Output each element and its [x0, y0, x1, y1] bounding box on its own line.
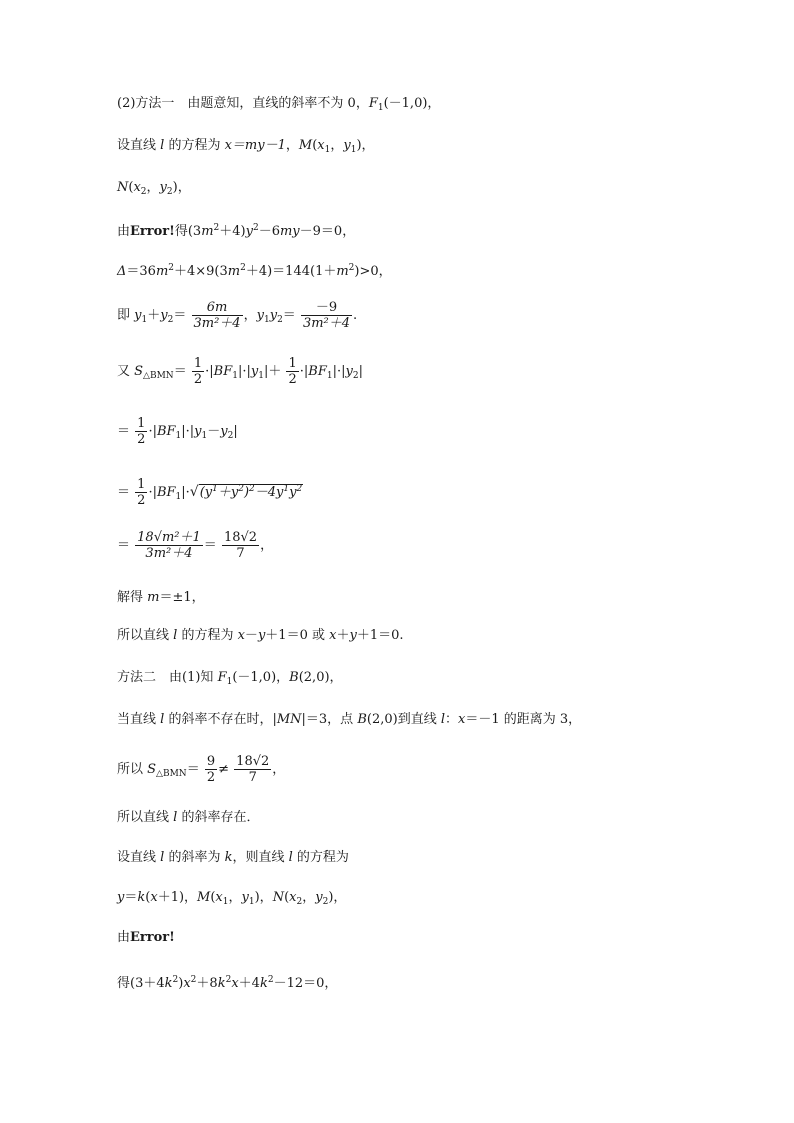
var: l — [160, 850, 165, 865]
sup: 2 — [213, 223, 220, 233]
var: my — [279, 224, 300, 239]
radicand-part: 1 — [283, 484, 290, 494]
text: ， — [272, 762, 286, 777]
error-text: Error! — [130, 930, 175, 945]
text: 所以直线 — [117, 628, 174, 643]
sup: 2 — [252, 223, 259, 233]
var: MN — [276, 712, 302, 727]
fraction — [222, 530, 259, 561]
sub: 1 — [175, 431, 182, 441]
radicand-part: ＋y — [217, 485, 239, 500]
var: x — [458, 712, 466, 727]
text: －9＝0， — [299, 224, 356, 239]
text: ＋ — [147, 308, 161, 323]
text-line-14 — [117, 712, 581, 728]
text-line-2 — [117, 138, 375, 158]
text: －6 — [258, 224, 280, 239]
sub: 1 — [248, 897, 255, 907]
text: － — [244, 628, 258, 643]
text: 的斜率为 — [164, 850, 225, 865]
text: ， — [243, 308, 257, 323]
var: y — [345, 364, 353, 379]
var: y — [220, 424, 228, 439]
var: M — [197, 890, 211, 905]
sub: 1 — [377, 103, 384, 113]
sub: 2 — [296, 897, 303, 907]
radicand-part: 2 — [296, 484, 303, 494]
numerator: 18√2 — [236, 754, 270, 769]
text-line-17 — [117, 850, 349, 866]
denominator: 3m²＋4 — [193, 316, 241, 331]
text: (2)方法一 由题意知，直线的斜率不为 0， — [117, 96, 369, 111]
fraction — [135, 416, 147, 447]
text: ·| — [148, 485, 157, 500]
text: 又 — [117, 364, 135, 379]
denominator: 3m²＋4 — [302, 316, 351, 331]
text-line-12 — [117, 628, 404, 644]
text: ＝ — [186, 762, 200, 777]
denominator: 2 — [137, 432, 146, 447]
var: m — [227, 264, 241, 279]
var: x — [317, 138, 325, 153]
var: x — [329, 628, 337, 643]
text-line-3 — [117, 180, 191, 200]
radicand-part: －4y — [254, 485, 284, 500]
sup: 2 — [190, 975, 197, 985]
text: ＋4×9(3 — [174, 264, 228, 279]
fraction — [301, 300, 352, 331]
text-line-20 — [117, 972, 337, 992]
var: y — [343, 138, 351, 153]
text: ， — [285, 138, 299, 153]
var: l — [160, 138, 165, 153]
numerator: 1 — [137, 477, 146, 492]
text: (－1,0)， — [383, 96, 441, 111]
text: |· — [181, 485, 190, 500]
text: )>0， — [354, 264, 392, 279]
var: Δ — [117, 264, 127, 279]
text-line-1 — [117, 96, 440, 116]
var: x — [183, 976, 191, 991]
denominator: 7 — [236, 546, 245, 561]
denominator: 2 — [193, 372, 203, 387]
numerator: －9 — [301, 300, 352, 316]
text: | — [233, 424, 238, 439]
var: S — [134, 364, 144, 379]
text-line-13 — [117, 670, 343, 690]
text: 的斜率不存在时，| — [164, 712, 277, 727]
var: k — [259, 976, 268, 991]
text: ： — [445, 712, 459, 727]
var: m — [155, 264, 169, 279]
var: x — [215, 890, 223, 905]
var: M — [298, 138, 313, 153]
sup: 2 — [168, 263, 174, 273]
text: ＋ — [336, 628, 350, 643]
text: |·| — [237, 364, 251, 379]
sub: △BMN — [143, 371, 174, 381]
fraction — [192, 356, 204, 387]
text: ＝ — [124, 890, 138, 905]
var: l — [440, 712, 445, 727]
text: )， — [172, 180, 191, 195]
numerator: 18√m²＋1 — [137, 530, 201, 545]
text: ＋8 — [196, 976, 218, 991]
denominator: 3m²＋4 — [145, 546, 193, 561]
text: | — [358, 364, 363, 379]
text: ，则直线 — [232, 850, 289, 865]
var: y — [134, 308, 142, 323]
sup: 2 — [225, 975, 232, 985]
text: 的方程为 — [164, 138, 225, 153]
text: 设直线 — [117, 138, 161, 153]
var: k — [164, 976, 173, 991]
text: . — [353, 308, 358, 323]
sub: 2 — [140, 187, 147, 197]
sub: 2 — [322, 897, 329, 907]
var: l — [288, 850, 293, 865]
var: x — [231, 976, 239, 991]
sub: 1 — [232, 371, 238, 381]
sub: 1 — [222, 897, 229, 907]
fraction — [135, 477, 147, 508]
radicand-part: y — [289, 485, 297, 500]
radicand-part: 2 — [238, 484, 244, 494]
text: 由 — [117, 930, 131, 945]
sup: 2 — [172, 975, 179, 985]
var: y — [117, 890, 125, 905]
text: ＋1)， — [157, 890, 198, 905]
var: x — [289, 890, 297, 905]
text: 得(3＋4 — [117, 976, 165, 991]
text: |＋ — [263, 364, 282, 379]
text: ＝ — [117, 538, 131, 553]
sub: 1 — [226, 677, 233, 687]
text: 解得 — [117, 590, 148, 605]
text: (2,0)， — [298, 670, 343, 685]
sub: 2 — [352, 371, 359, 381]
var: BF — [156, 424, 176, 439]
text: ＋4 — [238, 976, 260, 991]
var: k — [137, 890, 146, 905]
text: ＝ — [203, 538, 217, 553]
text-line-8 — [117, 416, 238, 451]
sup: 2 — [240, 263, 246, 273]
text: |·| — [181, 424, 195, 439]
var: BF — [308, 364, 327, 379]
sub: 2 — [277, 315, 283, 325]
var: y — [241, 890, 249, 905]
text: 当直线 — [117, 712, 161, 727]
var: N — [117, 180, 129, 195]
fraction — [205, 754, 217, 785]
var: y — [160, 308, 168, 323]
var: BF — [156, 485, 176, 500]
text: 所以直线 — [117, 810, 174, 825]
radicand-part: 2 — [249, 484, 255, 494]
text: ( — [145, 890, 151, 905]
var: m — [336, 264, 349, 279]
var: l — [160, 712, 165, 727]
fraction — [234, 754, 271, 785]
denominator: 2 — [206, 770, 216, 785]
text: ( — [128, 180, 134, 195]
text: 所以 — [117, 762, 148, 777]
var: k — [224, 850, 233, 865]
text: ＋1＝0 或 — [265, 628, 330, 643]
var: l — [173, 628, 178, 643]
text: (2,0)到直线 — [366, 712, 441, 727]
text: ＝ — [173, 308, 187, 323]
text-line-11 — [117, 590, 205, 606]
text: |·| — [332, 364, 346, 379]
text: ， — [330, 138, 344, 153]
fraction — [286, 356, 298, 387]
text: ·| — [205, 364, 214, 379]
sub: 2 — [167, 315, 174, 325]
text: － — [207, 424, 221, 439]
text: ) — [178, 976, 184, 991]
text: )， — [356, 138, 375, 153]
var: k — [217, 976, 226, 991]
sub: 1 — [141, 315, 148, 325]
numerator: 1 — [288, 356, 297, 371]
numerator: 6m — [192, 300, 243, 316]
text: ( — [284, 890, 290, 905]
var: x — [133, 180, 141, 195]
text: ·| — [148, 424, 157, 439]
text: ≠ — [218, 762, 230, 777]
numerator: 9 — [206, 754, 216, 769]
text: 方法二 由(1)知 — [117, 670, 218, 685]
sub: 1 — [324, 145, 331, 155]
var: y — [159, 180, 167, 195]
radicand-part: 1 — [212, 484, 218, 494]
denominator: 2 — [288, 372, 297, 387]
text: ， — [228, 890, 242, 905]
text: 的斜率存在． — [177, 810, 260, 825]
text-line-4 — [117, 220, 355, 240]
text-line-18 — [117, 890, 346, 910]
text: ( — [210, 890, 216, 905]
denominator: 7 — [248, 770, 257, 785]
var: y — [194, 424, 202, 439]
text-line-10 — [117, 530, 273, 561]
radicand — [199, 484, 304, 500]
text: ＝ — [173, 364, 187, 379]
var: N — [272, 890, 285, 905]
text-line-5 — [117, 260, 392, 280]
text: )， — [254, 890, 273, 905]
text: ·| — [299, 364, 309, 379]
sup: 2 — [348, 263, 355, 273]
text-line-16 — [117, 810, 259, 826]
var: S — [147, 762, 157, 777]
radicand-part: ) — [243, 485, 250, 500]
numerator: 18√2 — [223, 530, 258, 545]
var: y — [257, 628, 266, 643]
text: ＋4)＝144(1＋ — [245, 264, 337, 279]
error-text: Error! — [130, 224, 175, 239]
text: ＋4) — [219, 224, 246, 239]
sub: 1 — [350, 145, 357, 155]
numerator: 1 — [137, 416, 146, 431]
var: m — [147, 590, 160, 605]
radicand-part: (y — [199, 485, 213, 500]
denominator: 2 — [137, 493, 146, 508]
text: |＝3，点 — [301, 712, 358, 727]
fraction — [135, 530, 203, 561]
var: y — [269, 308, 278, 323]
var: m — [201, 224, 214, 239]
var: l — [173, 810, 178, 825]
text: (－1,0)， — [232, 670, 290, 685]
text: ＋1＝0. — [356, 628, 404, 643]
text: 的方程为 — [177, 628, 238, 643]
numerator: 1 — [193, 356, 203, 371]
text: 的方程为 — [292, 850, 349, 865]
text: 设直线 — [117, 850, 161, 865]
text-line-9 — [117, 474, 303, 512]
text: ＝ — [117, 424, 131, 439]
sub: 1 — [263, 315, 270, 325]
var: B — [289, 670, 299, 685]
var: y — [250, 364, 259, 379]
var: F — [368, 96, 378, 111]
sup: 2 — [267, 975, 274, 985]
text-line-19 — [117, 930, 175, 946]
text: ， — [260, 538, 274, 553]
text: 得(3 — [174, 224, 202, 239]
text: ＝36 — [126, 264, 156, 279]
text: ， — [146, 180, 160, 195]
text: )， — [328, 890, 347, 905]
text: ( — [312, 138, 318, 153]
var: y — [256, 308, 264, 323]
sub: 2 — [227, 431, 234, 441]
var: F — [217, 670, 227, 685]
var: y — [315, 890, 323, 905]
sub: 1 — [326, 371, 333, 381]
sub: 2 — [166, 187, 173, 197]
text: ， — [302, 890, 316, 905]
text: ＝ — [282, 308, 296, 323]
sub: 1 — [175, 492, 182, 502]
text-line-7 — [117, 356, 363, 391]
sub: 1 — [258, 371, 264, 381]
equation: x＝my－1 — [224, 138, 286, 153]
var: B — [357, 712, 367, 727]
var: x — [150, 890, 158, 905]
text: ＝±1， — [159, 590, 205, 605]
text: 即 — [117, 308, 135, 323]
var: x — [237, 628, 245, 643]
sqrt-symbol: √ — [189, 484, 199, 500]
sub: △BMN — [156, 769, 187, 779]
text: ＝－1 的距离为 3， — [465, 712, 582, 727]
text-line-6 — [117, 300, 357, 335]
fraction — [192, 300, 243, 331]
sub: 1 — [201, 431, 208, 441]
text-line-15 — [117, 754, 285, 789]
text: －12＝0， — [273, 976, 338, 991]
text: ＝ — [117, 485, 131, 500]
var: y — [349, 628, 357, 643]
var: y — [245, 224, 253, 239]
var: BF — [213, 364, 233, 379]
text: 由 — [117, 224, 131, 239]
